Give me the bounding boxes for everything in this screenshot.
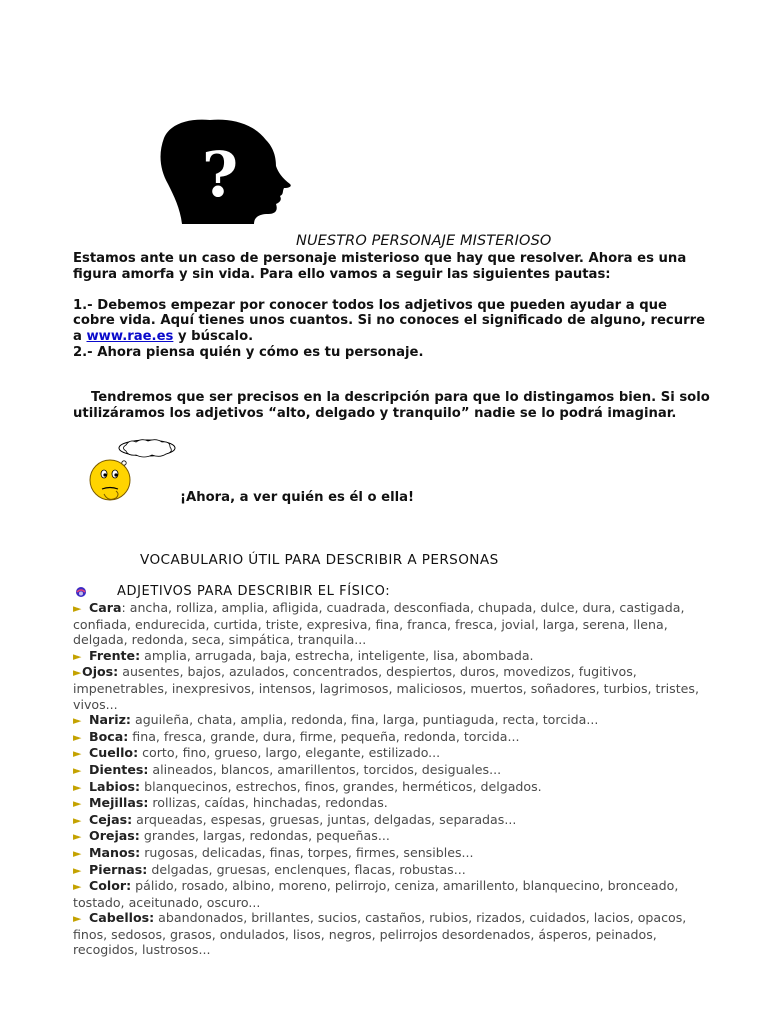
adjective-entry [73,664,713,712]
precision-text: Tendremos que ser precisos en la descripción para que lo distingamos bien. Si solo utilizáramos los adjetivos “alto, delgado y tranquilo” nadie se lo podrá imaginar. [73,390,710,421]
arrow-bullet-icon: ► [73,714,82,728]
adjective-values: blanquecinos, estrechos, finos, grandes, herméticos, delgados. [140,778,542,794]
rae-link[interactable]: www.rae.es [86,328,174,344]
term-separator: : [126,878,132,894]
term-separator: : [143,761,149,777]
adjective-values: abandonados, brillantes, sucios, castaños, rubios, rizados, cuidados, lacios, opacos, finos, sedosos, grasos, ondulados, lisos, negros, pelirrojos desordenados, ásperos, peinados, recogidos, lustrosos... [73,910,687,958]
adjective-entry [73,648,713,665]
page-title: NUESTRO PERSONAJE MISTERIOSO [296,233,552,249]
adjective-values: corto, fino, grueso, largo, elegante, estilizado... [138,745,441,761]
adjective-term: Cuello [89,745,134,761]
adjective-entry [73,729,713,746]
adjective-term: Cara [89,600,122,615]
vocabulary-title: VOCABULARIO ÚTIL PARA DESCRIBIR A PERSONAS [140,552,499,568]
adjective-values: amplia, arrugada, baja, estrecha, inteligente, lisa, abombada. [140,647,534,663]
svg-text:?: ? [201,138,239,211]
arrow-bullet-icon: ► [73,830,82,844]
step-1-text: 1.- Debemos empezar por conocer todos los adjetivos que pueden ayudar a que cobre vida. Aquí tienes unos cuantos. Si no conoces el significado de alguno, recurre a [73,297,706,344]
step-1-tail: y búscalo. [173,328,254,344]
arrow-bullet-icon: ► [73,846,82,860]
arrow-bullet-icon: ► [73,813,82,827]
term-separator: : [149,910,155,926]
adjective-values: alineados, blancos, amarillentos, torcidos, desiguales... [148,761,502,777]
arrow-bullet-icon: ► [73,747,82,761]
adjective-entry [73,828,713,845]
adjective-term: Mejillas [89,795,144,811]
arrow-bullet-icon: ► [73,863,82,877]
term-separator: : [135,844,141,860]
thinking-face-icon [86,436,180,506]
term-separator: : [125,712,131,728]
adjective-term: Cejas [89,811,128,827]
adjective-term: Ojos [82,664,114,680]
adjective-term: Nariz [89,712,126,728]
term-separator: : [135,778,141,794]
term-separator: : [142,861,148,877]
adjective-term: Manos [89,844,136,860]
adjectives-list [73,600,713,958]
step-2: 2.- Ahora piensa quién y cómo es tu personaje. [73,344,424,360]
question-head-icon [158,118,294,224]
adjective-entry [73,600,713,648]
adjective-entry [73,779,713,796]
precision-paragraph [73,390,723,421]
adjective-values: grandes, largas, redondas, pequeñas... [139,828,390,844]
arrow-bullet-icon: ► [73,797,82,811]
intro-section [73,251,713,360]
adjective-entry [73,910,713,958]
arrow-bullet-icon: ► [73,763,82,777]
arrow-bullet-icon: ► [73,912,82,926]
adjective-term: Cabellos [89,910,150,926]
arrow-bullet-icon: ► [73,880,82,894]
arrow-bullet-icon: ► [73,602,82,615]
adjective-entry [73,712,713,729]
adjective-entry [73,845,713,862]
term-separator: : [121,600,126,615]
adjective-entry [73,762,713,779]
term-separator: : [143,795,149,811]
adjectives-heading-text: ADJETIVOS PARA DESCRIBIR EL FÍSICO: [117,584,391,599]
adjective-entry [73,878,713,910]
term-separator: : [133,745,139,761]
adjective-values: rugosas, delicadas, finas, torpes, firmes, sensibles... [140,844,474,860]
globe-bullet-icon [75,586,87,598]
term-separator: : [127,811,133,827]
adjective-term: Color [89,878,127,894]
step-1 [73,298,713,345]
adjective-values: aguileña, chata, amplia, redonda, fina, larga, puntiaguda, recta, torcida... [130,712,599,728]
adjective-term: Boca [89,728,124,744]
term-separator: : [113,664,119,680]
adjective-values: rollizas, caídas, hinchadas, redondas. [148,795,388,811]
adjective-values: pálido, rosado, albino, moreno, pelirrojo, ceniza, amarillento, blanquecino, bronceado, tostado, aceitunado, oscuro... [73,878,679,910]
adjective-term: Piernas [89,861,143,877]
spacer [73,282,713,298]
adjective-term: Orejas [89,828,135,844]
adjectives-heading [73,584,390,599]
adjective-term: Frente [89,647,136,663]
adjective-term: Dientes [89,761,144,777]
arrow-bullet-icon: ► [73,780,82,794]
term-separator: : [123,728,129,744]
exclamation-text: ¡Ahora, a ver quién es él o ella! [180,490,415,505]
adjective-entry [73,795,713,812]
adjective-values: ancha, rolliza, amplia, afligida, cuadrada, desconfiada, chupada, dulce, dura, castigada, confiada, endurecida, curtida, triste, expresiva, fina, franca, fresca, jovial, larga, serena, llena, delgada, redonda, seca, simpática, tranquila... [73,600,685,648]
adjective-entry [73,862,713,879]
adjective-term: Labios [89,778,136,794]
adjective-entry [73,745,713,762]
adjective-values: fina, fresca, grande, dura, firme, pequeña, redonda, torcida... [128,728,520,744]
arrow-bullet-icon: ► [73,730,82,744]
adjective-values: arqueadas, espesas, gruesas, juntas, delgadas, separadas... [132,811,517,827]
intro-paragraph: Estamos ante un caso de personaje misterioso que hay que resolver. Ahora es una figura amorfa y sin vida. Para ello vamos a seguir las siguientes pautas: [73,251,687,282]
arrow-bullet-icon: ► [73,666,82,680]
term-separator: : [135,647,141,663]
adjective-values: ausentes, bajos, azulados, concentrados, despiertos, duros, movedizos, fugitivos, impenetrables, inexpresivos, intensos, lagrimosos, maliciosos, muertos, soñadores, turbios, tristes, vivos... [73,664,699,712]
adjective-entry [73,812,713,829]
term-separator: : [134,828,140,844]
adjective-values: delgadas, gruesas, enclenques, flacas, robustas... [147,861,466,877]
arrow-bullet-icon: ► [73,649,82,663]
